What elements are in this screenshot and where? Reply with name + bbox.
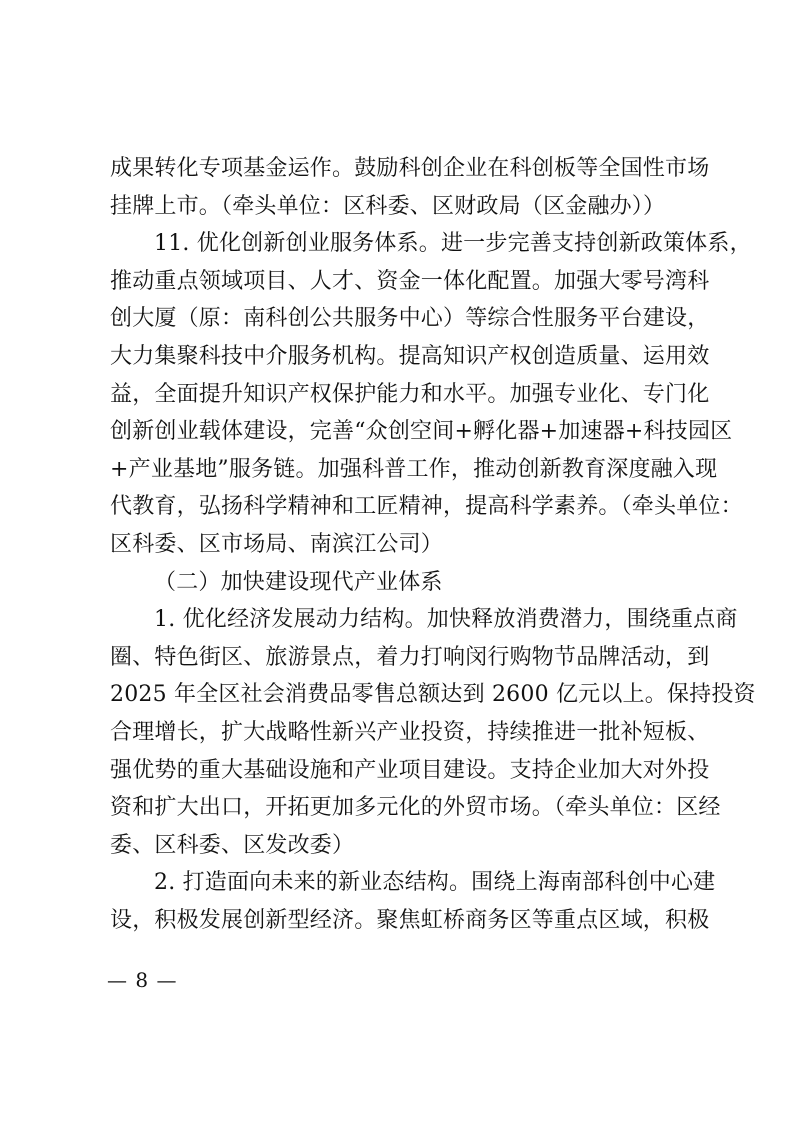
text-line: 设，积极发展创新型经济。聚焦虹桥商务区等重点区域，积极 bbox=[110, 907, 710, 933]
text-line: 区科委、区市场局、南滨江公司） bbox=[110, 531, 444, 557]
text-line: 大力集聚科技中介服务机构。提高知识产权创造质量、运用效 bbox=[110, 343, 710, 369]
section-heading: （二）加快建设现代产业体系 bbox=[154, 569, 443, 595]
text-line: 创大厦（原：南科创公共服务中心）等综合性服务平台建设， bbox=[110, 306, 710, 332]
text-line: 11. 优化创新创业服务体系。进一步完善支持创新政策体系， bbox=[154, 231, 752, 257]
text-line: 1. 优化经济发展动力结构。加快释放消费潜力，围绕重点商 bbox=[154, 607, 738, 633]
text-line: 创新创业载体建设，完善“众创空间+孵化器+加速器+科技园区 bbox=[110, 419, 733, 445]
text-line: 合理增长，扩大战略性新兴产业投资，持续推进一批补短板、 bbox=[110, 719, 710, 745]
text-line: +产业基地”服务链。加强科普工作，推动创新教育深度融入现 bbox=[110, 456, 718, 482]
text-line: 圈、特色街区、旅游景点，着力打响闵行购物节品牌活动，到 bbox=[110, 644, 710, 670]
text-line: 2025 年全区社会消费品零售总额达到 2600 亿元以上。保持投资 bbox=[110, 682, 756, 708]
text-line: 推动重点领域项目、人才、资金一体化配置。加强大零号湾科 bbox=[110, 268, 710, 294]
text-line: 成果转化专项基金运作。鼓励科创企业在科创板等全国性市场 bbox=[110, 156, 710, 181]
body-text bbox=[110, 150, 756, 939]
text-line: 强优势的重大基础设施和产业项目建设。支持企业加大对外投 bbox=[110, 757, 710, 783]
text-line: 2. 打造面向未来的新业态结构。围绕上海南部科创中心建 bbox=[154, 870, 716, 896]
text-line: 挂牌上市。（牵头单位：区科委、区财政局（区金融办）） bbox=[110, 193, 666, 219]
text-line: 益，全面提升知识产权保护能力和水平。加强专业化、专门化 bbox=[110, 381, 710, 407]
page-number: — 8 — bbox=[107, 968, 178, 992]
text-line: 资和扩大出口，开拓更加多元化的外贸市场。（牵头单位：区经 bbox=[110, 795, 721, 821]
text-line: 委、区科委、区发改委） bbox=[110, 832, 355, 858]
text-line: 代教育，弘扬科学精神和工匠精神，提高科学素养。（牵头单位： bbox=[110, 494, 743, 520]
